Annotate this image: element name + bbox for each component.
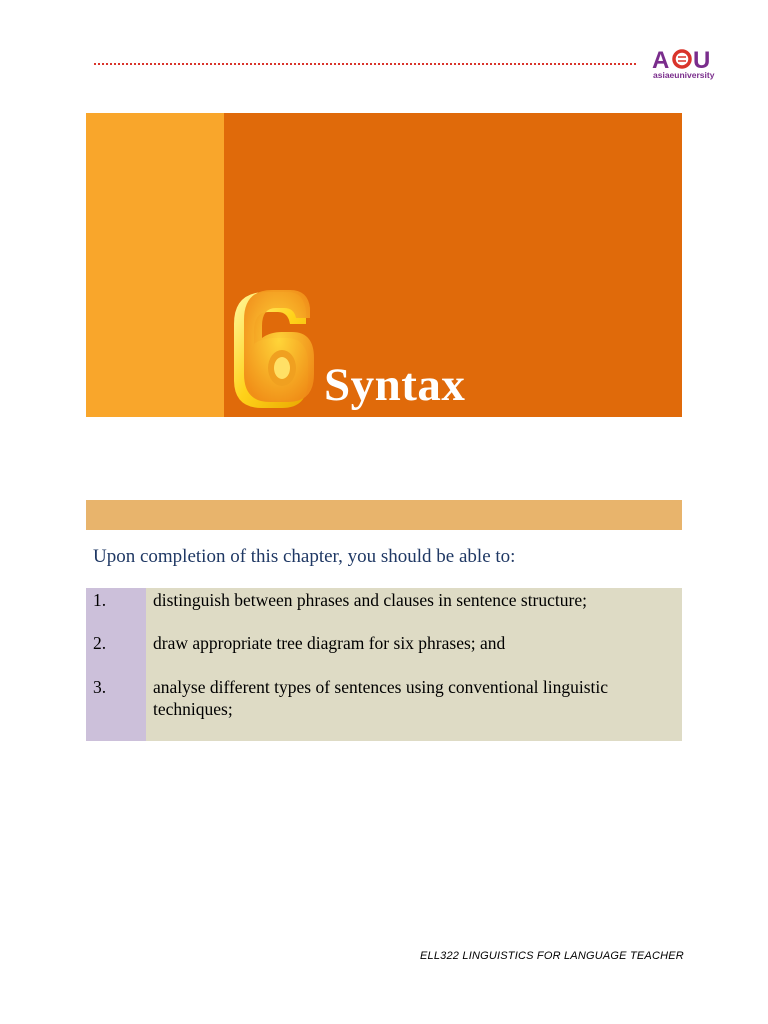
chapter-number-graphic (226, 284, 316, 416)
learning-outcomes-bar (86, 500, 682, 530)
chapter-banner-left (86, 113, 224, 417)
learning-objectives-table (86, 588, 682, 741)
asiae-university-logo (650, 44, 722, 82)
objective-number: 3. (93, 677, 107, 697)
svg-text:A: A (652, 47, 670, 74)
header-dotted-rule (94, 63, 636, 65)
learning-outcomes-intro: Upon completion of this chapter, you should be able to: (93, 546, 516, 567)
chapter-title: Syntax (324, 359, 466, 411)
objective-text: draw appropriate tree diagram for six phrases; and (153, 633, 506, 653)
page-footer: ELL322 LINGUISTICS FOR LANGUAGE TEACHER (420, 950, 684, 962)
svg-text:U: U (693, 47, 711, 74)
objective-text: analyse different types of sentences using conventional linguistic techniques; (153, 677, 609, 719)
objective-number: 1. (93, 590, 107, 610)
objective-number: 2. (93, 633, 107, 653)
objective-text: distinguish between phrases and clauses in sentence structure; (153, 590, 587, 610)
svg-text:asiaeuniversity: asiaeuniversity (653, 70, 715, 80)
